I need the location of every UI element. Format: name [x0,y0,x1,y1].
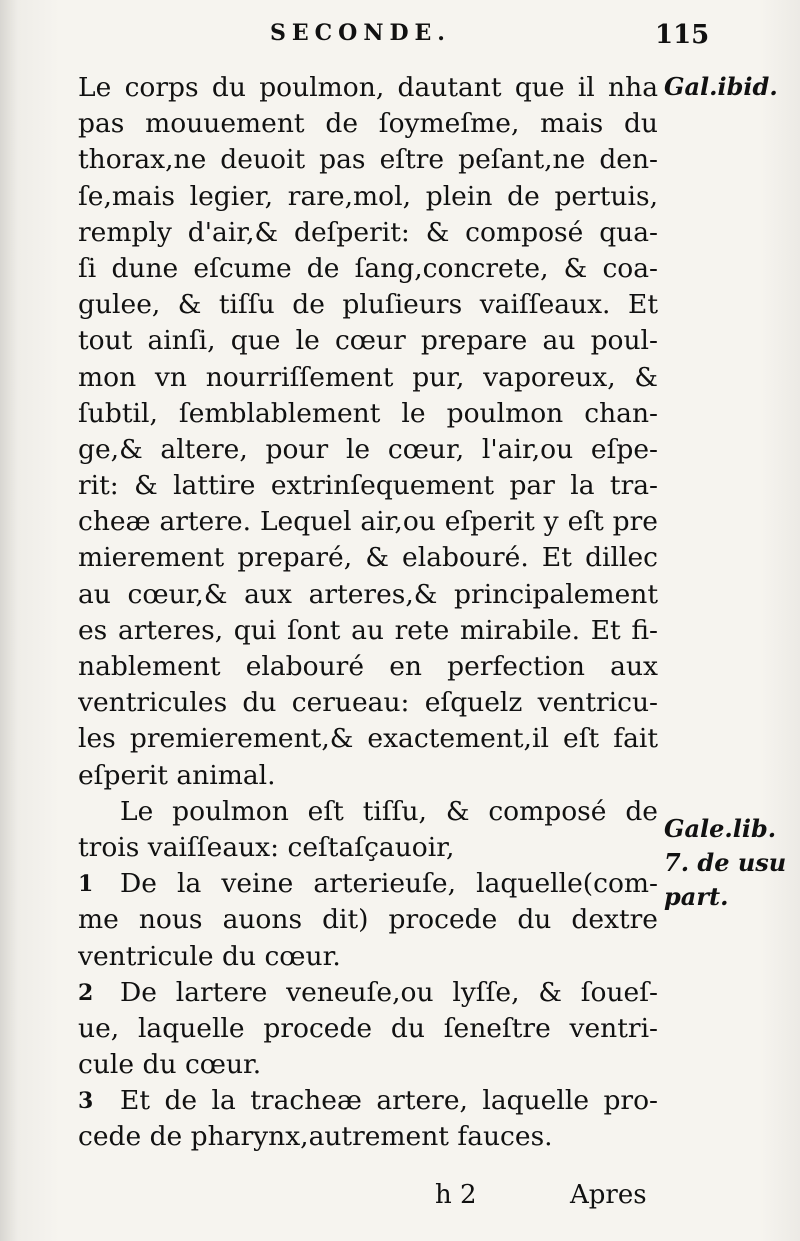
text-line: trois vaiſſeaux: ceſtaſçauoir, [78,831,455,863]
list-item-number: 2 [78,979,94,1006]
catchword: Apres [570,1180,647,1210]
text-line: ſi dune eſcume de ſang,concrete, & coa- [78,252,658,284]
text-line: remply d'air,& deſperit: & composé qua- [78,216,658,248]
paragraph-2 [78,794,658,866]
paragraph-1 [78,70,658,794]
list-item-text: cede de pharynx,autrement fauces. [78,1121,553,1153]
text-line: Le corps du poulmon, dautant que il nha [78,72,658,103]
text-line: gulee, & tiſſu de pluſieurs vaiſſeaux. Et [78,289,658,321]
text-line: mierement preparé, & elabouré. Et dillec [78,542,658,574]
list-item-number: 3 [78,1088,94,1115]
list-item-line [78,975,658,1011]
list-item-text: De la veine arterieuſe, laquelle(com- [120,868,658,900]
list-item-number: 1 [78,871,94,898]
text-line: tout ainſi, que le cœur prepare au poul- [78,325,658,357]
margin-note-line: part. [664,882,729,911]
text-line: pas mouuement de ſoymeſme, mais du [78,108,658,140]
text-line: thorax,ne deuoit pas eſtre peſant,ne den- [78,144,658,176]
list-item-line [78,866,658,902]
text-line: ge,& altere, pour le cœur, l'air,ou eſpe- [78,433,658,465]
page-header [0,20,800,60]
list-item [78,1083,658,1155]
text-line: les premierement,& exactement,il eſt fait [78,723,658,755]
list-item [78,866,658,975]
margin-note-line: Gal.ibid. [664,72,778,101]
list-item-text: me nous auons dit) procede du dextre [78,904,658,936]
signature-mark: h 2 [435,1180,477,1210]
margin-note-line: 7. de usu [664,848,787,877]
text-line: es arteres, qui ſont au rete mirabile. Et fi- [78,614,658,646]
text-line: au cœur,& aux arteres,& principalement [78,578,658,610]
list-item-text: De lartere veneuſe,ou lyſſe, & ſoueſ- [120,976,658,1008]
body-text [78,70,658,1156]
list-item-text: ue, laquelle procede du ſeneſtre ventri- [78,1012,658,1044]
text-line: nablement elabouré en perfection aux [78,651,658,682]
list-item [78,975,658,1084]
text-line: ſubtil, ſemblablement le poulmon chan- [78,397,658,429]
list-item-text: ventricule du cœur. [78,940,341,972]
page-footer [0,1180,800,1220]
text-line: cheæ artere. Lequel air,ou eſperit y eſt pre [78,506,658,538]
running-head: SECONDE. [270,20,451,46]
margin-note-gale-lib [664,812,786,914]
text-line: rit: & lattire extrinſequement par la tra- [78,470,658,502]
list-item-line [78,1083,658,1119]
page-number: 115 [655,20,710,50]
text-line: ſe,mais legier, rare,mol, plein de pertuis, [78,180,658,212]
text-line: eſperit animal. [78,759,276,791]
numbered-list [78,866,658,1156]
margin-note-line: Gale.lib. [664,814,777,843]
margin-note-gal-ibid [664,70,778,104]
list-item-text: Et de la tracheæ artere, laquelle pro- [120,1085,658,1117]
text-line: ventricules du cerueau: eſquelz ventricu- [78,687,658,719]
list-item-text: cule du cœur. [78,1049,262,1081]
text-line: mon vn nourriſſement pur, vaporeux, & [78,361,658,393]
text-line: Le poulmon eſt tiſſu, & composé de [120,795,658,827]
